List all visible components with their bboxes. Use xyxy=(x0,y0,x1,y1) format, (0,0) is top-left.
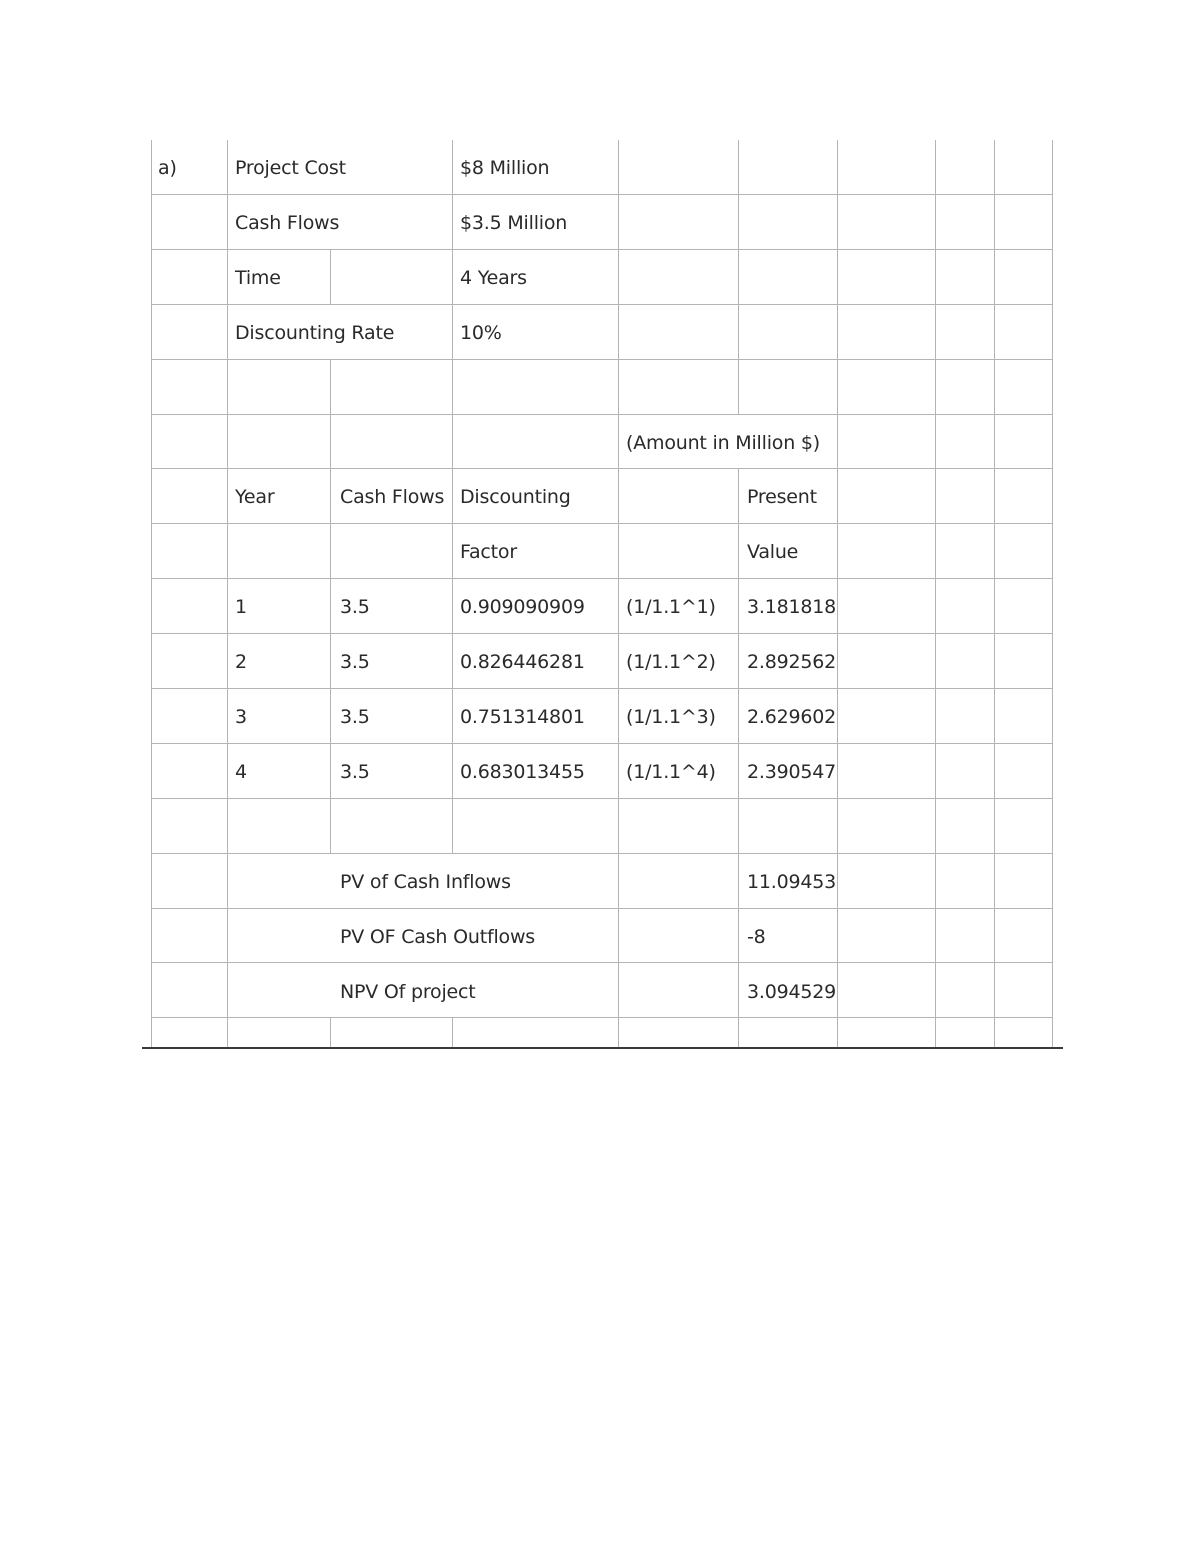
grid-line xyxy=(151,578,1053,579)
grid-line xyxy=(738,140,739,414)
header-year: Year xyxy=(235,486,275,508)
row-year: 4 xyxy=(235,761,247,783)
header-present: Present xyxy=(747,486,817,508)
row-factor: 0.683013455 xyxy=(460,761,585,783)
npv-value: 3.094529 xyxy=(747,981,837,1003)
discount-rate-label: Discounting Rate xyxy=(235,322,395,344)
row-present-value: 2.892562 xyxy=(747,651,837,673)
row-formula: (1/1.1^3) xyxy=(626,706,716,728)
grid-line xyxy=(330,249,331,304)
project-cost-label: Project Cost xyxy=(235,157,346,179)
grid-line xyxy=(330,359,331,853)
time-label: Time xyxy=(235,267,281,289)
row-formula: (1/1.1^2) xyxy=(626,651,716,673)
row-year: 1 xyxy=(235,596,247,618)
grid-line xyxy=(738,468,739,1048)
row-year: 2 xyxy=(235,651,247,673)
grid-line xyxy=(837,140,838,1048)
grid-line xyxy=(151,140,152,1048)
cash-flows-label: Cash Flows xyxy=(235,212,340,234)
discount-rate-value: 10% xyxy=(460,322,502,344)
grid-line xyxy=(330,1018,331,1048)
grid-line xyxy=(151,908,1053,909)
pv-outflows-value: -8 xyxy=(747,926,766,948)
grid-line xyxy=(151,468,1053,469)
section-label: a) xyxy=(158,157,177,179)
header-factor: Factor xyxy=(460,541,517,563)
grid-line xyxy=(151,304,1053,305)
row-present-value: 2.390547 xyxy=(747,761,837,783)
grid-line xyxy=(1052,140,1053,1048)
row-cash-flow: 3.5 xyxy=(340,706,370,728)
grid-line xyxy=(151,688,1053,689)
row-present-value: 3.181818 xyxy=(747,596,837,618)
row-present-value: 2.629602 xyxy=(747,706,837,728)
time-value: 4 Years xyxy=(460,267,527,289)
grid-line xyxy=(151,1017,1053,1018)
pv-inflows-label: PV of Cash Inflows xyxy=(340,871,511,893)
grid-line xyxy=(151,359,1053,360)
grid-line xyxy=(452,1018,453,1048)
grid-line xyxy=(151,523,1053,524)
pv-outflows-label: PV OF Cash Outflows xyxy=(340,926,535,948)
row-cash-flow: 3.5 xyxy=(340,596,370,618)
header-cash-flows: Cash Flows xyxy=(340,486,445,508)
row-cash-flow: 3.5 xyxy=(340,651,370,673)
grid-line xyxy=(151,743,1053,744)
grid-line xyxy=(151,633,1053,634)
grid-line xyxy=(151,414,1053,415)
row-factor: 0.751314801 xyxy=(460,706,585,728)
header-discounting: Discounting xyxy=(460,486,571,508)
row-factor: 0.909090909 xyxy=(460,596,585,618)
project-cost-value: $8 Million xyxy=(460,157,550,179)
grid-line xyxy=(151,853,1053,854)
amount-note: (Amount in Million $) xyxy=(626,432,820,454)
row-year: 3 xyxy=(235,706,247,728)
grid-line xyxy=(227,140,228,1048)
grid-line xyxy=(151,962,1053,963)
grid-line xyxy=(151,798,1053,799)
npv-label: NPV Of project xyxy=(340,981,476,1003)
header-value: Value xyxy=(747,541,799,563)
row-formula: (1/1.1^4) xyxy=(626,761,716,783)
row-factor: 0.826446281 xyxy=(460,651,585,673)
row-cash-flow: 3.5 xyxy=(340,761,370,783)
pv-inflows-value: 11.09453 xyxy=(747,871,837,893)
grid-line xyxy=(151,194,1053,195)
cash-flows-value: $3.5 Million xyxy=(460,212,568,234)
grid-line xyxy=(618,140,619,1048)
grid-line xyxy=(994,140,995,1048)
row-formula: (1/1.1^1) xyxy=(626,596,716,618)
grid-line xyxy=(935,140,936,1048)
bottom-border xyxy=(142,1047,1063,1049)
grid-line xyxy=(151,249,1053,250)
grid-line xyxy=(452,140,453,853)
